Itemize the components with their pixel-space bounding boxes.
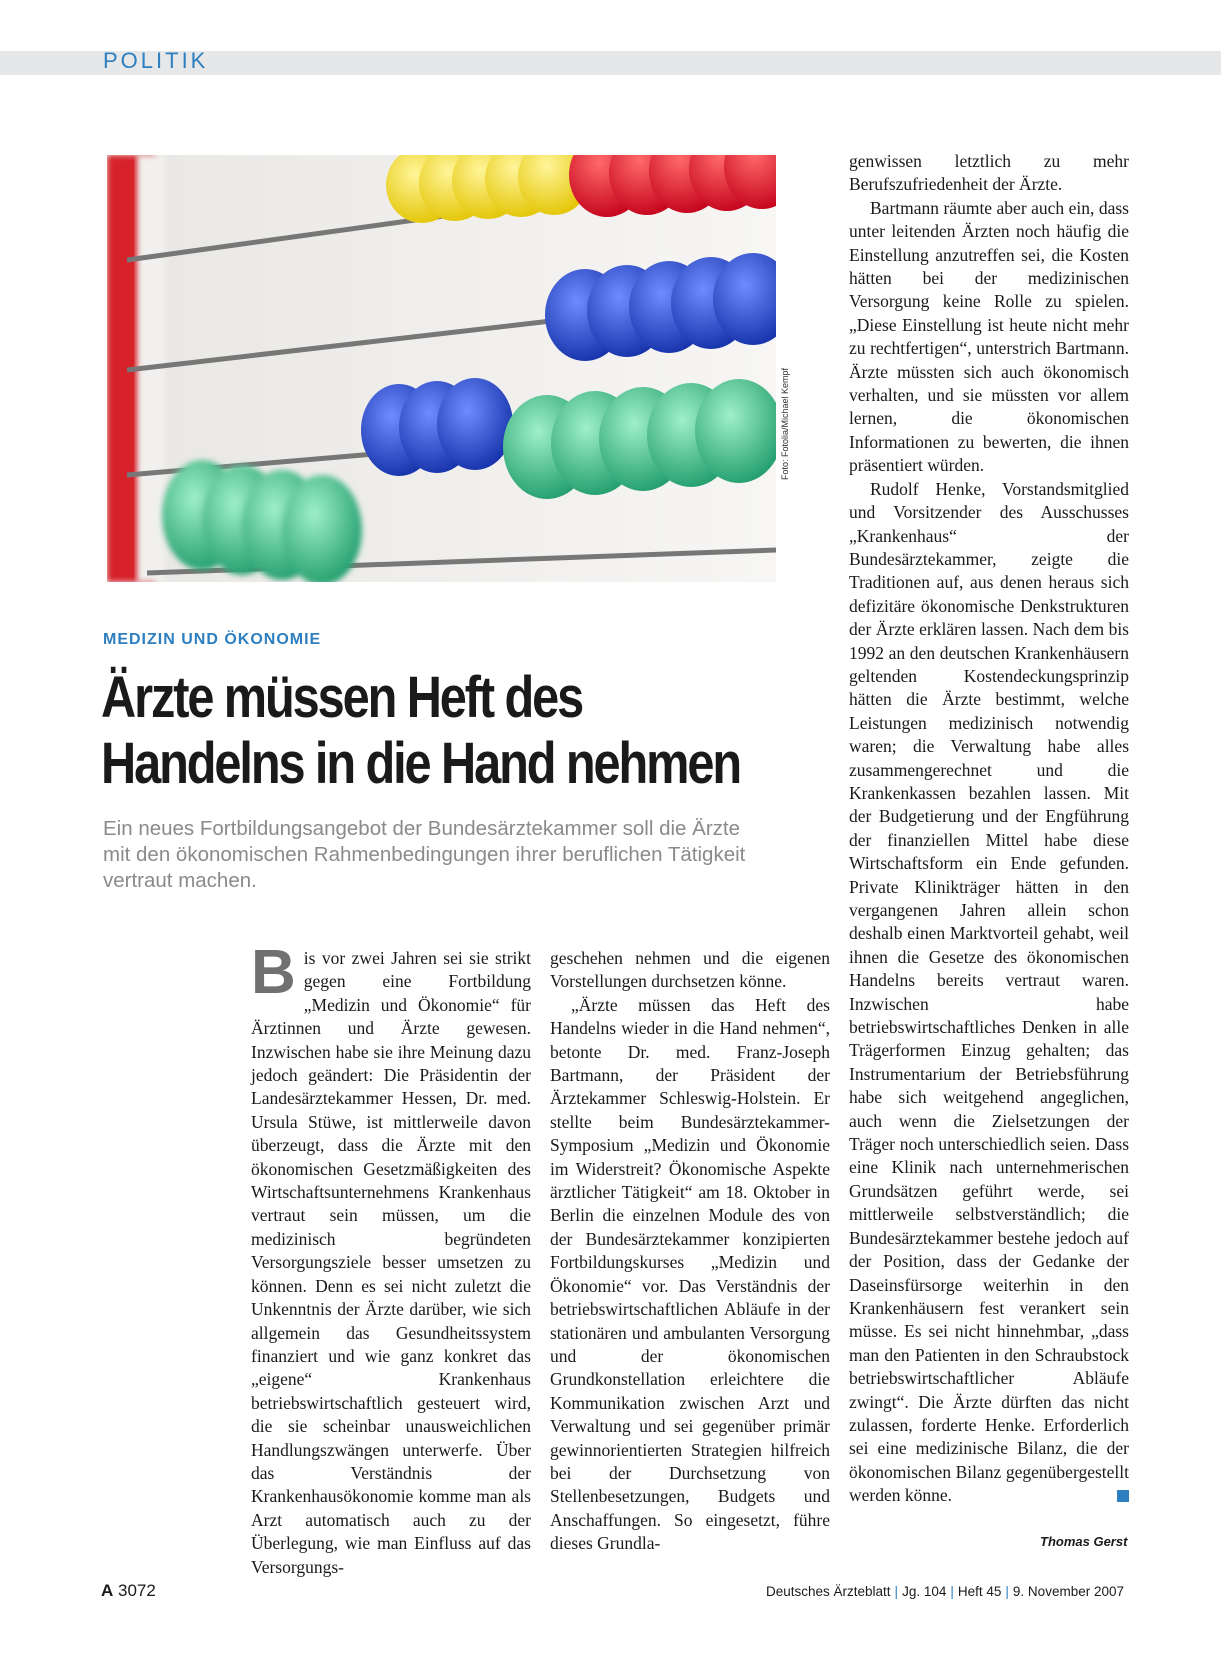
article-teaser: Ein neues Fortbildungsangebot der Bundesärztekammer soll die Ärzte mit den ökonomischen Rahmenbedingungen ihrer beruflichen Tätigkeit vertraut machen. <box>103 817 746 892</box>
headline-line-2: Handelns in die Hand nehmen <box>101 731 741 796</box>
author-name: Thomas Gerst <box>1040 1534 1128 1549</box>
section-label: POLITIK <box>103 48 209 73</box>
headline-line-1: Ärzte müssen Heft des <box>101 665 583 730</box>
separator: | <box>1005 1584 1009 1599</box>
footer-citation <box>766 1584 1124 1599</box>
paragraph-last <box>849 478 1129 1508</box>
article-headline <box>101 665 741 797</box>
body-column-2 <box>550 947 830 1556</box>
page-number-value: 3072 <box>118 1581 156 1600</box>
body-column-3 <box>849 150 1129 1508</box>
body-column-1 <box>251 938 531 1579</box>
separator: | <box>894 1584 899 1599</box>
paragraph: genwissen letztlich zu mehr Berufszufriedenheit der Ärzte. <box>849 151 1129 195</box>
page-number <box>101 1581 156 1601</box>
photo-credit: Foto: Fotolia/Michael Kempf <box>780 367 790 480</box>
journal-issue: Heft 45 <box>957 1584 1002 1599</box>
end-mark-icon <box>1117 1490 1129 1502</box>
journal-volume: Jg. 104 <box>902 1584 947 1599</box>
paragraph <box>251 938 531 1579</box>
journal-date: 9. November 2007 <box>1012 1584 1124 1599</box>
separator: | <box>950 1584 954 1599</box>
journal-name: Deutsches Ärzteblatt <box>765 1584 891 1599</box>
paragraph: Bartmann räumte aber auch ein, dass unter leitenden Ärzten noch häufig die Einstellung anzutreffen sei, die Kosten hätten bei der medizinischen Versorgung keine Rolle zu spielen. „Diese Einstellung ist heute nicht mehr zu rechtfertigen“, unterstrich Bartmann. Ärzte müssten sich auch ökonomisch verhalten, und sie müssten vor allem lernen, die ökonomischen Informationen zu bewerten, die ihnen präsentiert würden. <box>849 197 1129 476</box>
page-prefix: A <box>101 1581 114 1600</box>
article-kicker: MEDIZIN UND ÖKONOMIE <box>103 631 322 648</box>
paragraph: „Ärzte müssen das Heft des Handelns wieder in die Hand nehmen“, betonte Dr. med. Franz-Joseph Bartmann, der Präsident der Ärztekammer Schleswig-Holstein. Er stellte beim Bundesärztekammer-Symposium „Medizin und Ökonomie im Widerstreit? Ökonomische Aspekte ärztlicher Tätigkeit“ am 18. Oktober in Berlin die einzelnen Module des von der Bundesärztekammer konzipierten Fortbildungskurses „Medizin und Ökonomie“ vor. Das Verständnis der betriebswirtschaftlichen Abläufe in der stationären und ambulanten Versorgung und der ökonomischen Grundkonstellation erleichtere die Kommunikation zwischen Arzt und Verwaltung und sei gegenüber primär gewinnorientierten Strategien hilfreich bei der Durchsetzung von Stellenbesetzungen, Budgets und Anschaffungen. So eingesetzt, führe dieses Grundla- <box>550 994 830 1554</box>
paragraph: geschehen nehmen und die eigenen Vorstellungen durchsetzen könne. <box>550 948 830 992</box>
paragraph-text: Rudolf Henke, Vorstandsmitglied und Vorsitzender des Ausschusses „Krankenhaus“ der Bundesärztekammer, zeigte die Traditionen auf, aus denen heraus sich defizitäre ökonomische Denkstrukturen der Ärzte erklären lassen. Nach dem bis 1992 an den deutschen Krankenhäusern geltenden Kostendeckungsprinzip hätten die Ärzte bestimmt, welche Leistungen medizinisch notwendig waren; die Verwaltung habe alles zusammengerechnet und die Krankenkassen bezahlen lassen. Mit der Budgetierung und der Engführung der finanziellen Mittel habe diese Wirtschaftsform ein Ende gefunden. Private Klinikträger hätten in den vergangenen Jahren allein schon deshalb einen Marktvorteil gehabt, weil ihnen die Gesetze des ökonomischen Handelns bereits vertraut waren. Inzwischen habe betriebswirtschaftliches Denken in alle Trägerformen Einzug gehalten; das Instrumentarium der Betriebsführung habe sich weitgehend angeglichen, auch wenn die Zielsetzungen der Träger noch unterschiedlich seien. Dass eine Klinik nach unternehmerischen Grundsätzen geführt werde, sei mittlerweile selbstverständlich; die Bundesärztekammer bestehe jedoch auf der Position, dass der Gedanke der Daseinsfürsorge weiterhin in den Krankenhäusern fest verankert sein müsse. Es sei nicht hinnehmbar, „dass man den Patienten in den Schraubstock betriebswirtschaftlicher Abläufe zwingt“. Die Ärzte dürften das nicht zulassen, forderte Henke. Erforderlich sei eine medizinische Bilanz, die der ökonomischen Bilanz gegenübergestellt werden könne. <box>849 478 1129 1506</box>
dropcap: B <box>251 938 296 1007</box>
paragraph-text: is vor zwei Jahren sei sie strikt gegen eine Fortbildung „Medizin und Ökonomie“ für Ärztinnen und Ärzte gewesen. Inzwischen habe sie ihre Meinung dazu jedoch geändert: Die Präsidentin der Landesärztekammer Hessen, Dr. med. Ursula Stüwe, ist mittlerweile davon überzeugt, dass die Ärzte mit den ökonomischen Gesetzmäßigkeiten des Wirtschaftsunternehmens Krankenhaus vertraut sein müssen, um die medizinisch begründeten Versorgungsziele besser umsetzen zu können. Denn es sei nicht zuletzt die Unkenntnis der Ärzte darüber, wie sich allgemein das Gesundheitssystem finanziert und wie ganz konkret das „eigene“ Krankenhaus betriebswirtschaftlich gesteuert wird, die sie scheinbar unausweichlichen Handlungszwängen unterwerfe. Über das Verständnis der Krankenhausökonomie komme man als Arzt automatisch auch zu der Überlegung, wie man Einfluss auf das Versorgungs- <box>251 948 531 1577</box>
abacus-photo <box>107 155 776 582</box>
